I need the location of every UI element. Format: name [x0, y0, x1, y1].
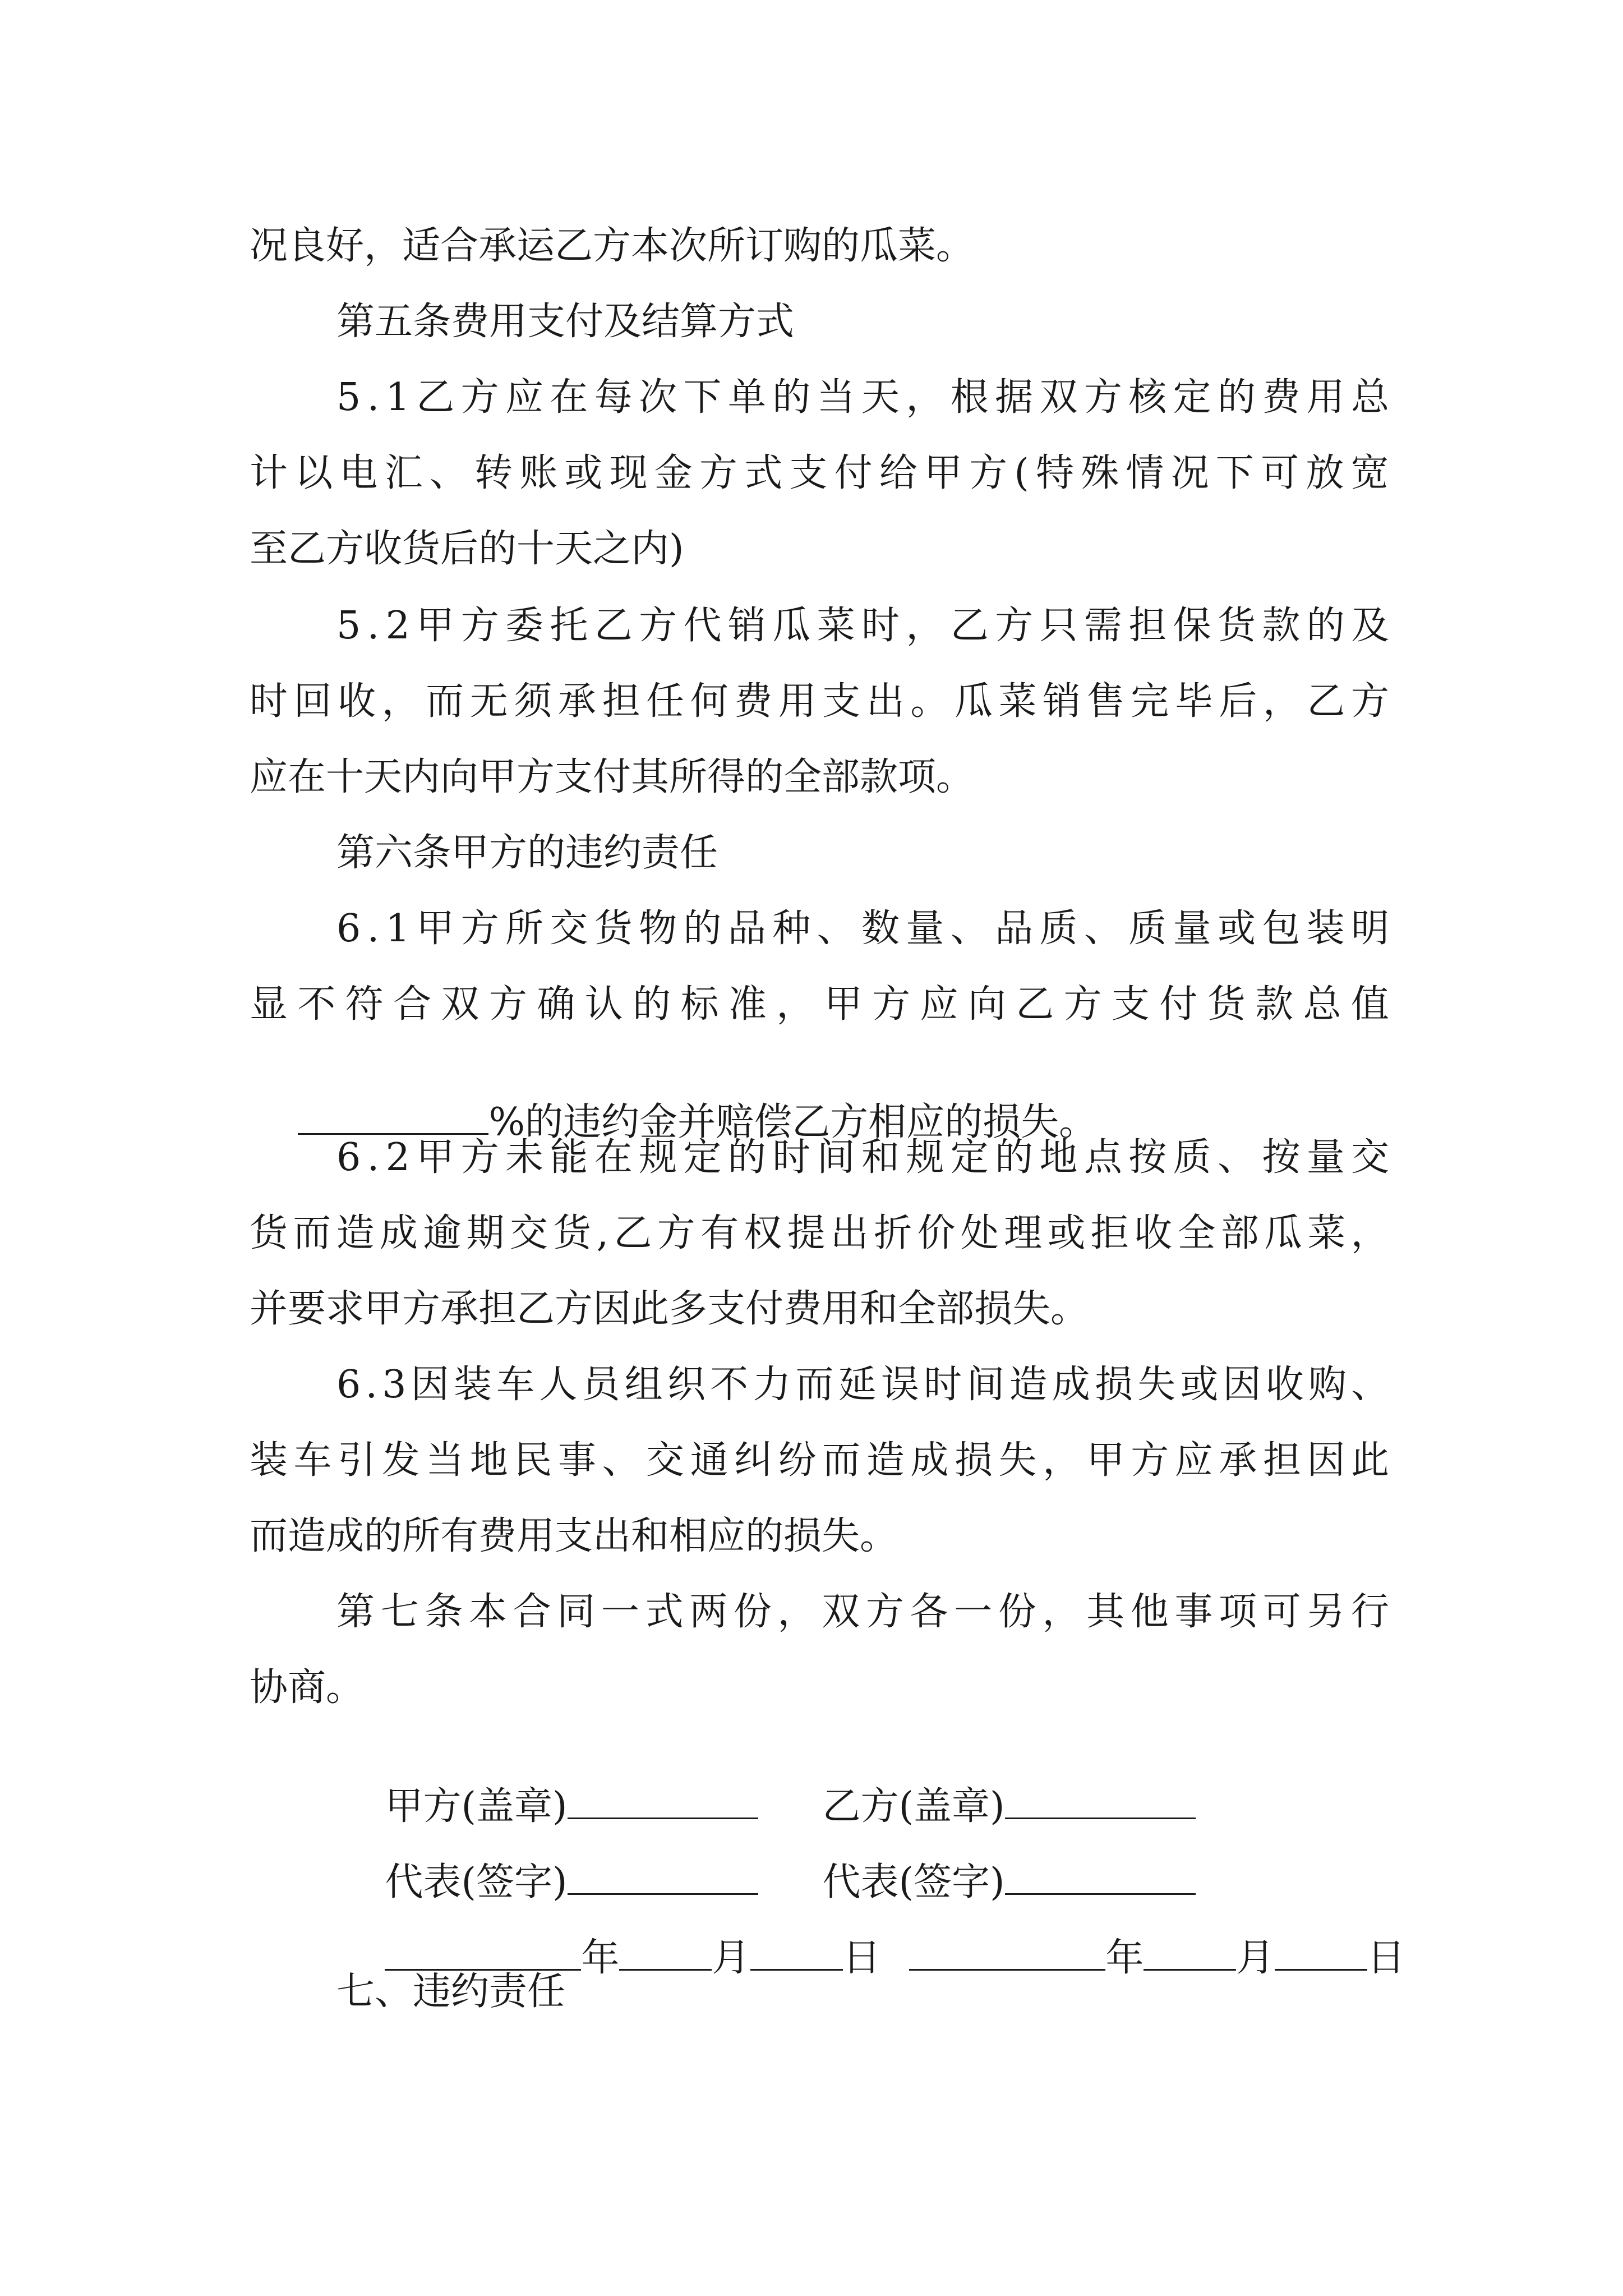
day-blank [1275, 1935, 1367, 1971]
text-span: %的违约金并赔偿乙方相应的损失。 [488, 1100, 1098, 1144]
text-line: 6.2甲方未能在规定的时间和规定的地点按质、按量交 [336, 1135, 1396, 1180]
month-label: 月 [712, 1936, 750, 1980]
text-line: 况良好，适合承运乙方本次所订购的瓜菜。 [250, 224, 975, 268]
year-blank [909, 1935, 1105, 1971]
section-heading-6: 第六条甲方的违约责任 [336, 831, 718, 875]
fill-in-blank [1005, 1784, 1196, 1819]
party-a-seal-label: 甲方(盖章) [385, 1784, 568, 1829]
text-line: 至乙方收货后的十天之内) [250, 527, 684, 571]
date-b-row [861, 1897, 1405, 2016]
fill-in-blank [568, 1784, 758, 1819]
rep-a-sign-label: 代表(签字) [385, 1860, 568, 1904]
section-heading-violation: 七、违约责任 [336, 1970, 566, 2014]
fill-in-blank [298, 1099, 488, 1135]
text-line: 显不符合双方确认的标准，甲方应向乙方支付货款总值 [250, 982, 1399, 1027]
month-blank [1144, 1935, 1236, 1971]
text-line: 而造成的所有费用支出和相应的损失。 [250, 1514, 898, 1558]
year-label: 年 [581, 1936, 620, 1980]
text-line: 6.1甲方所交货物的品种、数量、品质、质量或包装明 [336, 907, 1396, 951]
text-line: 计以电汇、转账或现金方式支付给甲方(特殊情况下可放宽 [250, 451, 1396, 495]
rep-b-sign-label: 代表(签字) [822, 1860, 1005, 1904]
text-line: 应在十天内向甲方支付其所得的全部款项。 [250, 755, 975, 799]
text-line: 5.1乙方应在每次下单的当天，根据双方核定的费用总 [336, 375, 1396, 420]
text-line: 时回收，而无须承担任何费用支出。瓜菜销售完毕后，乙方 [250, 679, 1395, 724]
month-label: 月 [1236, 1936, 1275, 1980]
party-b-seal-label: 乙方(盖章) [822, 1784, 1005, 1829]
year-blank [385, 1935, 581, 1971]
day-blank [750, 1935, 843, 1971]
fill-in-blank [1005, 1860, 1196, 1895]
section-heading-7: 第七条本合同一式两份，双方各一份，其他事项可另行 [336, 1590, 1395, 1634]
section-heading-5: 第五条费用支付及结算方式 [336, 300, 795, 344]
text-line: 6.3因装车人员组织不力而延误时间造成损失或因收购、 [336, 1363, 1394, 1407]
year-label: 年 [1105, 1936, 1144, 1980]
text-line: 装车引发当地民事、交通纠纷而造成损失，甲方应承担因此 [250, 1438, 1395, 1483]
text-line: 5.2甲方委托乙方代销瓜菜时，乙方只需担保货款的及 [336, 604, 1396, 648]
day-label: 日 [842, 1936, 881, 1980]
text-line: 货而造成逾期交货,乙方有权提出折价处理或拒收全部瓜菜， [250, 1211, 1394, 1255]
text-line: 协商。 [250, 1665, 365, 1710]
month-blank [619, 1935, 712, 1971]
fill-in-blank [568, 1860, 758, 1895]
day-label: 日 [1367, 1936, 1405, 1980]
text-line: 并要求甲方承担乙方因此多支付费用和全部损失。 [250, 1287, 1089, 1331]
